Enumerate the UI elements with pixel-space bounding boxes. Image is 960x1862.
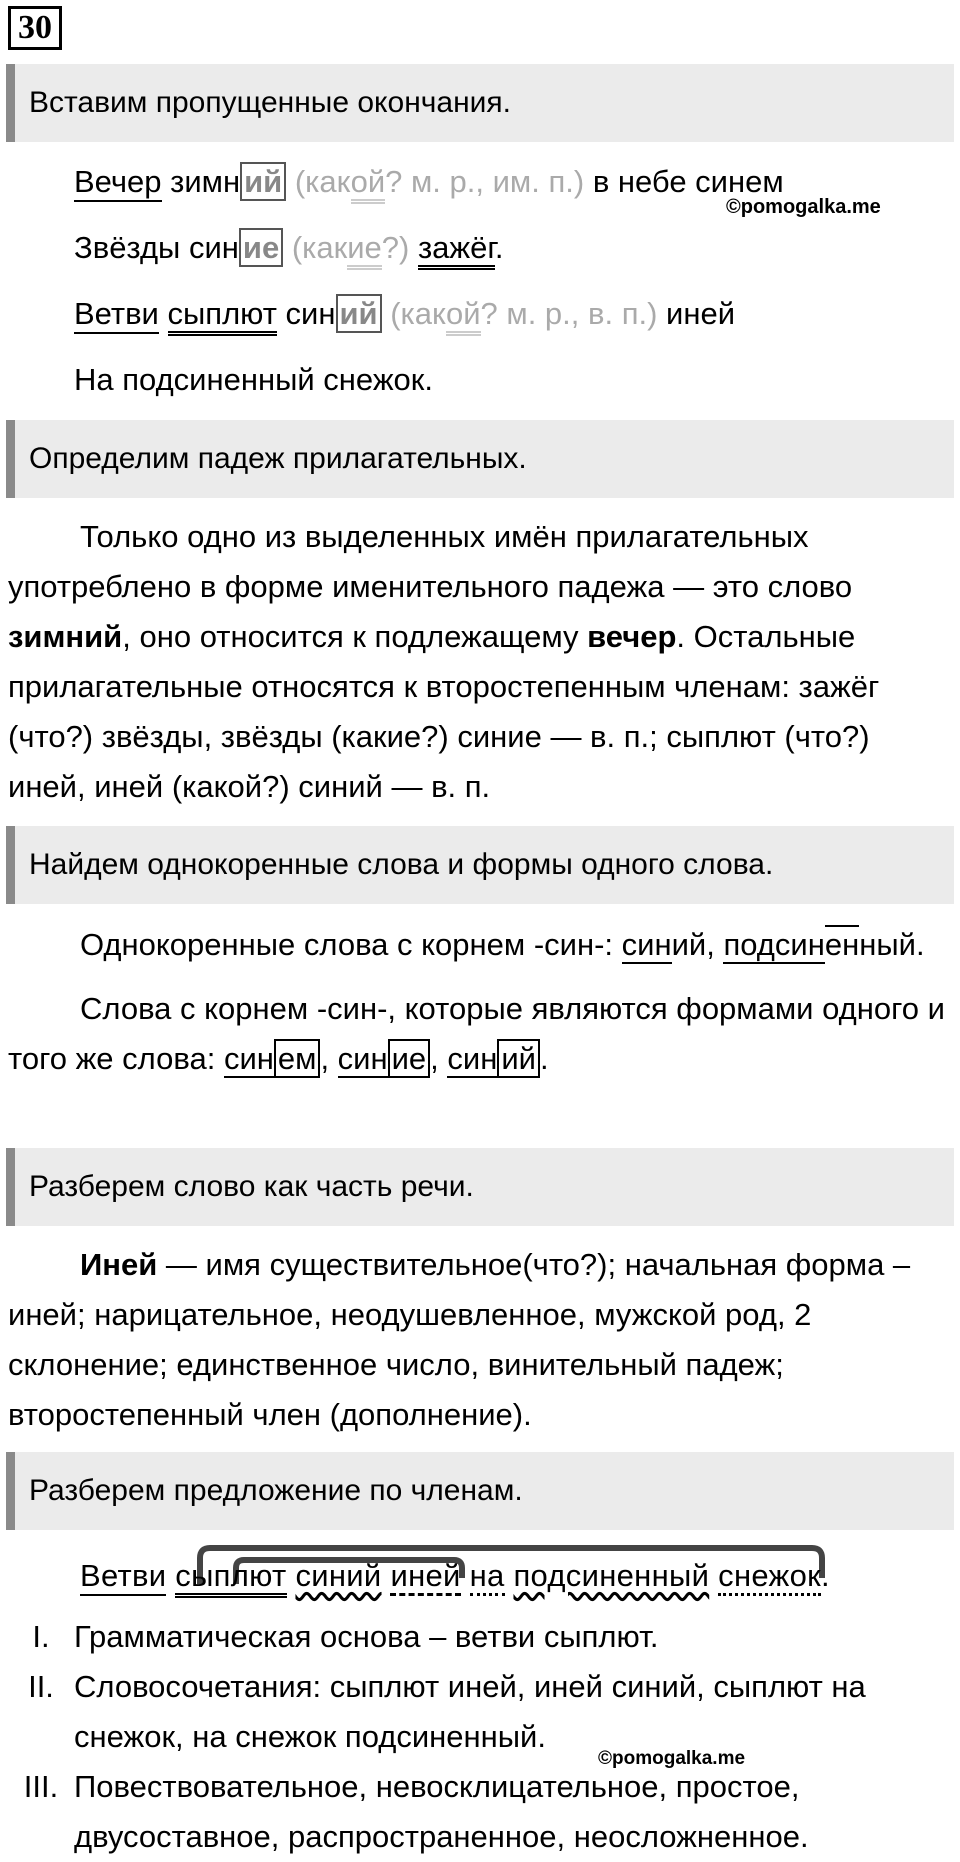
paragraph-text: — имя существительное(что?); начальная форма – иней; нарицательное, неодушевленное, мужской род, 2 склонение; единственное число, винительный падеж; второстепенный член (дополнение). bbox=[8, 1247, 911, 1432]
paragraph-text: , bbox=[706, 927, 724, 962]
poem-text: . bbox=[494, 230, 504, 265]
poem-text bbox=[409, 230, 418, 265]
word-part: ый bbox=[876, 927, 916, 962]
ending-mark: ие bbox=[388, 1039, 431, 1078]
hint-text: (как bbox=[283, 230, 348, 265]
object-word: иней bbox=[390, 1558, 460, 1596]
parsed-sentence bbox=[80, 1556, 830, 1596]
poem-line-3 bbox=[74, 294, 735, 334]
hint-ending: ой bbox=[446, 296, 481, 336]
poem-text: син bbox=[276, 296, 336, 331]
paragraph-text: . bbox=[915, 927, 925, 962]
poem-text bbox=[159, 296, 168, 331]
cognates-paragraph bbox=[8, 920, 948, 1084]
poem-text: На подсиненный снежок. bbox=[74, 362, 433, 397]
word-part: н bbox=[859, 927, 877, 962]
list-text: Словосочетания: сыплют иней, иней синий, сыплют на снежок, на снежок подсиненный. bbox=[74, 1669, 866, 1754]
poem-line-1 bbox=[74, 162, 784, 202]
syntax-list bbox=[8, 1612, 948, 1862]
attribute-word: подсиненный bbox=[513, 1558, 710, 1593]
hint-ending: ой bbox=[351, 164, 386, 204]
hint-text: ?) bbox=[381, 230, 410, 265]
list-item bbox=[8, 1612, 948, 1662]
list-item bbox=[8, 1762, 948, 1862]
ending-box: ие bbox=[239, 228, 283, 267]
paragraph-text: Слова с корнем -син-, которые являются формами одного и того же слова: bbox=[8, 991, 945, 1076]
task-number: 30 bbox=[8, 6, 62, 50]
poem-line-4 bbox=[74, 360, 433, 400]
prefix-mark: под bbox=[723, 927, 775, 962]
section-header-insert-endings: Вставим пропущенные окончания. bbox=[6, 64, 954, 142]
watermark: ©pomogalka.me bbox=[598, 1748, 746, 1769]
list-text: Повествовательное, невосклицательное, простое, двусоставное, распространенное, неосложненное. bbox=[74, 1769, 809, 1854]
list-text: Грамматическая основа – ветви сыплют. bbox=[74, 1619, 659, 1654]
root-mark: син bbox=[774, 927, 825, 962]
attribute-word: синий bbox=[295, 1558, 382, 1593]
paragraph-text: Только одно из выделенных имён прилагательных употреблено в форме именительного падежа — это слово bbox=[8, 519, 853, 604]
section-header-cognates: Найдем однокоренные слова и формы одного слова. bbox=[6, 826, 954, 904]
poem-line-2 bbox=[74, 228, 504, 268]
paragraph-text: . bbox=[539, 1041, 549, 1076]
watermark: ©pomogalka.me bbox=[726, 196, 881, 218]
root-mark: син bbox=[337, 1041, 388, 1076]
predicate-word: сыплют bbox=[175, 1558, 286, 1598]
list-number: III. bbox=[23, 1769, 59, 1804]
hint-text: ? м. р., в. п.) bbox=[480, 296, 658, 331]
suffix-mark: ен bbox=[824, 927, 860, 962]
ending-mark: ий bbox=[497, 1039, 540, 1078]
list-number: I. bbox=[32, 1619, 50, 1654]
ending-box: ий bbox=[336, 294, 382, 333]
adverbial-word: на bbox=[470, 1558, 505, 1596]
predicate-word: зажёг bbox=[418, 230, 495, 270]
adverbial-word: снежок bbox=[718, 1558, 821, 1596]
hint-text: ? м. р., им. п.) bbox=[385, 164, 585, 199]
ending-box: ий bbox=[240, 162, 286, 201]
poem-text: в небе синем bbox=[584, 164, 784, 199]
root-mark: син bbox=[447, 1041, 498, 1076]
hint-text: (как bbox=[381, 296, 446, 331]
morphology-paragraph bbox=[8, 1240, 948, 1440]
root-mark: син bbox=[621, 927, 672, 962]
poem-text: иней bbox=[657, 296, 736, 331]
list-item bbox=[8, 1662, 948, 1762]
paragraph-text: , оно относится к подлежащему bbox=[122, 619, 588, 654]
section-header-morphology: Разберем слово как часть речи. bbox=[6, 1148, 954, 1226]
poem-text: Звёзды син bbox=[74, 230, 239, 265]
hint-text: (как bbox=[286, 164, 351, 199]
subject-word: Вечер bbox=[74, 164, 162, 202]
sentence-end: . bbox=[821, 1558, 830, 1593]
subject-word: Ветви bbox=[74, 296, 159, 334]
root-mark: син bbox=[223, 1041, 274, 1076]
paragraph-text: , bbox=[320, 1041, 338, 1076]
poem-text: зимн bbox=[161, 164, 241, 199]
word-part: ий bbox=[671, 927, 707, 962]
hint-ending: ие bbox=[347, 230, 382, 270]
bold-word: вечер bbox=[587, 619, 677, 654]
paragraph-text: . Остальные прилагательные относятся к второстепенным членам: зажёг (что?) звёзды, звёзды (какие?) синие — в. п.; сыплют (что?) иней, иней (какой?) синий — в. п. bbox=[8, 619, 880, 804]
bold-word: зимний bbox=[8, 619, 123, 654]
paragraph-text: , bbox=[430, 1041, 448, 1076]
paragraph-text: Однокоренные слова с корнем -син-: bbox=[80, 927, 622, 962]
ending-mark: ем bbox=[274, 1039, 321, 1078]
case-paragraph bbox=[8, 512, 948, 812]
section-header-syntax: Разберем предложение по членам. bbox=[6, 1452, 954, 1530]
section-header-case: Определим падеж прилагательных. bbox=[6, 420, 954, 498]
predicate-word: сыплют bbox=[168, 296, 277, 336]
bold-word: Иней bbox=[80, 1247, 158, 1282]
subject-word: Ветви bbox=[80, 1558, 166, 1596]
list-number: II. bbox=[28, 1669, 54, 1704]
